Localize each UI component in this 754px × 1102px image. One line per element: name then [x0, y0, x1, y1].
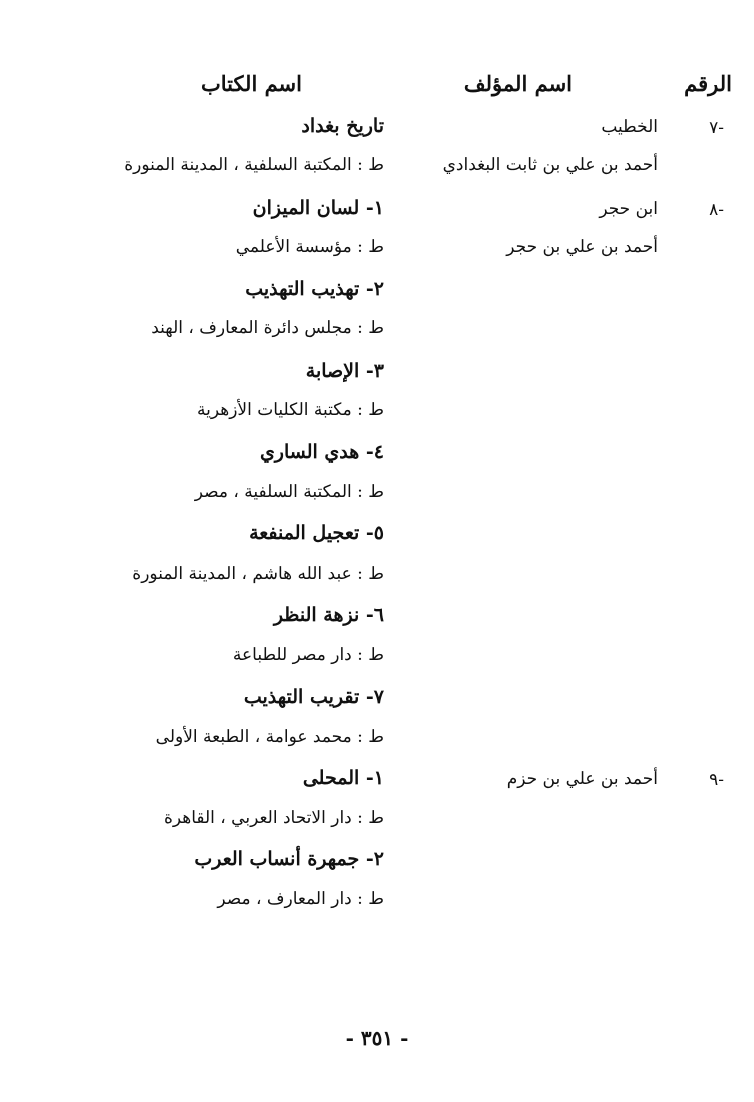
author-name: أحمد بن علي بن حجر: [506, 237, 658, 257]
book-title: ١- المحلى: [302, 767, 384, 789]
book-publisher: ط : مجلس دائرة المعارف ، الهند: [151, 318, 384, 338]
header-book: اسم الكتاب: [200, 71, 302, 96]
book-publisher: ط : مؤسسة الأعلمي: [235, 237, 384, 257]
page-number: - ٣٥١ -: [345, 1026, 409, 1050]
header-number: الرقم: [684, 71, 732, 96]
book-title: ٢- جمهرة أنساب العرب: [194, 848, 384, 870]
entry-number: -٧: [709, 118, 724, 138]
book-title: ٢- تهذيب التهذيب: [245, 278, 384, 300]
book-publisher: ط : دار مصر للطباعة: [232, 645, 384, 665]
header-author: اسم المؤلف: [463, 71, 572, 96]
book-title: ٥- تعجيل المنفعة: [249, 522, 384, 544]
book-publisher: ط : المكتبة السلفية ، مصر: [194, 482, 384, 502]
book-publisher: ط : عبد الله هاشم ، المدينة المنورة: [132, 564, 384, 584]
book-title: ٧- تقريب التهذيب: [243, 686, 384, 708]
book-publisher: ط : المكتبة السلفية ، المدينة المنورة: [124, 155, 384, 175]
author-name: الخطيب: [601, 117, 658, 137]
author-name: أحمد بن علي بن ثابت البغدادي: [442, 155, 658, 175]
author-name: أحمد بن علي بن حزم: [506, 769, 658, 789]
book-publisher: ط : دار الاتحاد العربي ، القاهرة: [163, 808, 384, 828]
book-publisher: ط : دار المعارف ، مصر: [217, 889, 384, 909]
book-title: ٦- نزهة النظر: [273, 604, 384, 626]
book-title: ٣- الإصابة: [305, 360, 384, 382]
book-title: تاريخ بغداد: [301, 115, 384, 137]
entry-number: -٩: [709, 770, 724, 790]
entry-number: -٨: [709, 200, 724, 220]
book-publisher: ط : مكتبة الكليات الأزهرية: [197, 400, 384, 420]
book-publisher: ط : محمد عوامة ، الطبعة الأولى: [155, 727, 384, 747]
book-title: ٤- هدي الساري: [259, 441, 384, 463]
book-title: ١- لسان الميزان: [252, 197, 384, 219]
author-name: ابن حجر: [599, 199, 658, 219]
